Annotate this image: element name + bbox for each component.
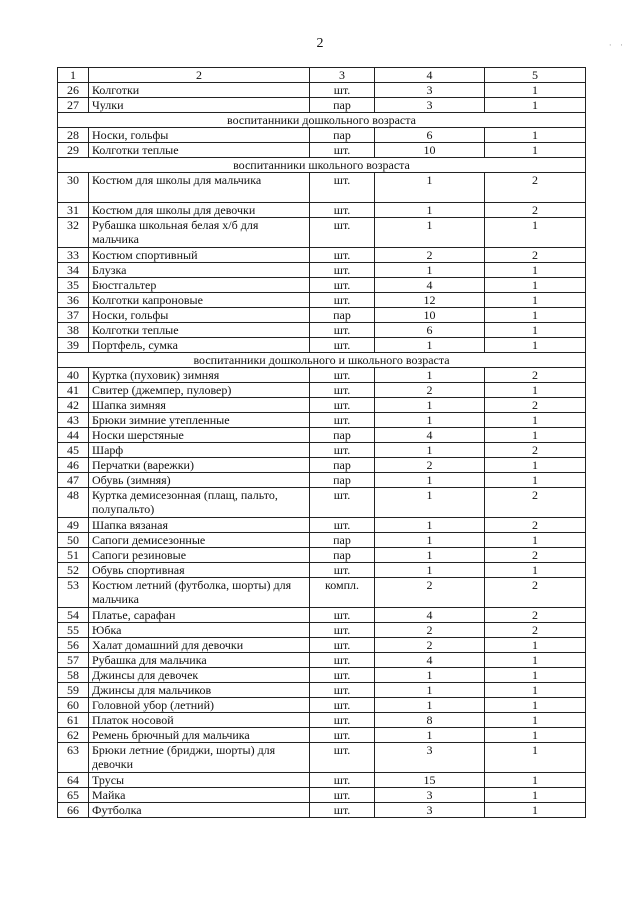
header-cell: 1: [58, 68, 89, 83]
table-row: [58, 398, 586, 413]
item-unit: шт.: [310, 278, 375, 293]
section-title: воспитанники школьного возраста: [58, 158, 586, 173]
item-wear-period: 1: [485, 563, 586, 578]
item-name: Обувь (зимняя): [89, 473, 310, 488]
item-number: 52: [58, 563, 89, 578]
item-quantity: 1: [375, 728, 485, 743]
item-number: 58: [58, 668, 89, 683]
table-row: [58, 518, 586, 533]
table-row: [58, 608, 586, 623]
item-unit: шт.: [310, 623, 375, 638]
table-row: [58, 458, 586, 473]
item-wear-period: 2: [485, 548, 586, 563]
item-unit: шт.: [310, 653, 375, 668]
item-unit: пар: [310, 533, 375, 548]
item-quantity: 4: [375, 608, 485, 623]
corner-marks: · ·: [608, 40, 626, 50]
item-unit: шт.: [310, 608, 375, 623]
header-cell: 5: [485, 68, 586, 83]
item-unit: шт.: [310, 83, 375, 98]
item-quantity: 1: [375, 218, 485, 248]
item-unit: шт.: [310, 698, 375, 713]
item-unit: шт.: [310, 728, 375, 743]
item-quantity: 1: [375, 668, 485, 683]
item-quantity: 1: [375, 263, 485, 278]
item-name: Рубашка для мальчика: [89, 653, 310, 668]
table-row: [58, 563, 586, 578]
item-wear-period: 2: [485, 443, 586, 458]
item-name: Колготки капроновые: [89, 293, 310, 308]
item-name: Костюм для школы для мальчика: [89, 173, 310, 203]
item-number: 45: [58, 443, 89, 458]
item-name: Портфель, сумка: [89, 338, 310, 353]
table-row: [58, 728, 586, 743]
item-unit: шт.: [310, 488, 375, 518]
item-number: 65: [58, 788, 89, 803]
item-unit: шт.: [310, 683, 375, 698]
header-cell: 3: [310, 68, 375, 83]
item-quantity: 3: [375, 743, 485, 773]
table-row: [58, 473, 586, 488]
item-quantity: 1: [375, 488, 485, 518]
item-unit: шт.: [310, 338, 375, 353]
item-name: Юбка: [89, 623, 310, 638]
table-row: [58, 293, 586, 308]
item-quantity: 1: [375, 398, 485, 413]
item-number: 40: [58, 368, 89, 383]
item-wear-period: 1: [485, 743, 586, 773]
item-quantity: 1: [375, 473, 485, 488]
item-number: 33: [58, 248, 89, 263]
item-number: 37: [58, 308, 89, 323]
table-row: [58, 83, 586, 98]
item-number: 55: [58, 623, 89, 638]
item-unit: пар: [310, 458, 375, 473]
item-number: 46: [58, 458, 89, 473]
item-quantity: 1: [375, 443, 485, 458]
item-name: Сапоги демисезонные: [89, 533, 310, 548]
item-quantity: 1: [375, 533, 485, 548]
item-name: Перчатки (варежки): [89, 458, 310, 473]
item-name: Блузка: [89, 263, 310, 278]
item-number: 56: [58, 638, 89, 653]
item-quantity: 2: [375, 578, 485, 608]
item-quantity: 4: [375, 428, 485, 443]
item-name: Костюм спортивный: [89, 248, 310, 263]
item-number: 32: [58, 218, 89, 248]
item-unit: шт.: [310, 743, 375, 773]
item-quantity: 1: [375, 173, 485, 203]
page-number: 2: [316, 36, 324, 51]
item-unit: шт.: [310, 518, 375, 533]
item-unit: шт.: [310, 203, 375, 218]
item-quantity: 2: [375, 623, 485, 638]
item-unit: шт.: [310, 638, 375, 653]
item-wear-period: 1: [485, 653, 586, 668]
item-wear-period: 1: [485, 128, 586, 143]
item-quantity: 1: [375, 368, 485, 383]
item-number: 66: [58, 803, 89, 818]
item-unit: шт.: [310, 173, 375, 203]
section-header-row: [58, 353, 586, 368]
table-row: [58, 623, 586, 638]
item-quantity: 10: [375, 143, 485, 158]
item-unit: шт.: [310, 263, 375, 278]
item-wear-period: 2: [485, 578, 586, 608]
item-number: 29: [58, 143, 89, 158]
header-cell: 4: [375, 68, 485, 83]
item-unit: шт.: [310, 668, 375, 683]
table-row: [58, 713, 586, 728]
item-quantity: 3: [375, 803, 485, 818]
item-wear-period: 2: [485, 368, 586, 383]
item-number: 62: [58, 728, 89, 743]
item-number: 61: [58, 713, 89, 728]
item-quantity: 1: [375, 548, 485, 563]
item-quantity: 1: [375, 338, 485, 353]
item-wear-period: 1: [485, 683, 586, 698]
table-row: [58, 428, 586, 443]
item-name: Носки, гольфы: [89, 128, 310, 143]
item-quantity: 1: [375, 563, 485, 578]
table-row: [58, 143, 586, 158]
item-wear-period: 1: [485, 533, 586, 548]
item-quantity: 2: [375, 638, 485, 653]
item-unit: шт.: [310, 398, 375, 413]
table-body: [58, 68, 586, 818]
table-row: [58, 203, 586, 218]
item-unit: пар: [310, 428, 375, 443]
item-number: 48: [58, 488, 89, 518]
item-number: 51: [58, 548, 89, 563]
item-name: Свитер (джемпер, пуловер): [89, 383, 310, 398]
item-name: Обувь спортивная: [89, 563, 310, 578]
item-number: 59: [58, 683, 89, 698]
item-unit: шт.: [310, 368, 375, 383]
header-cell: 2: [89, 68, 310, 83]
item-wear-period: 2: [485, 203, 586, 218]
item-unit: пар: [310, 308, 375, 323]
section-title: воспитанники дошкольного и школьного возраста: [58, 353, 586, 368]
item-unit: шт.: [310, 248, 375, 263]
item-quantity: 2: [375, 248, 485, 263]
table-row: [58, 368, 586, 383]
table-row: [58, 683, 586, 698]
item-wear-period: 2: [485, 248, 586, 263]
item-quantity: 12: [375, 293, 485, 308]
item-name: Ремень брючный для мальчика: [89, 728, 310, 743]
item-quantity: 1: [375, 413, 485, 428]
item-wear-period: 1: [485, 638, 586, 653]
item-wear-period: 1: [485, 668, 586, 683]
item-unit: компл.: [310, 578, 375, 608]
item-number: 43: [58, 413, 89, 428]
item-quantity: 1: [375, 518, 485, 533]
item-quantity: 3: [375, 788, 485, 803]
item-name: Головной убор (летний): [89, 698, 310, 713]
item-name: Трусы: [89, 773, 310, 788]
item-unit: шт.: [310, 143, 375, 158]
item-wear-period: 1: [485, 278, 586, 293]
table-row: [58, 323, 586, 338]
table-row: [58, 173, 586, 203]
item-wear-period: 1: [485, 383, 586, 398]
item-wear-period: 1: [485, 218, 586, 248]
item-name: Халат домашний для девочки: [89, 638, 310, 653]
item-number: 36: [58, 293, 89, 308]
item-name: Колготки теплые: [89, 143, 310, 158]
item-number: 27: [58, 98, 89, 113]
item-wear-period: 1: [485, 263, 586, 278]
table-row: [58, 668, 586, 683]
item-name: Футболка: [89, 803, 310, 818]
table-row: [58, 533, 586, 548]
item-wear-period: 1: [485, 428, 586, 443]
item-name: Брюки летние (бриджи, шорты) для девочки: [89, 743, 310, 773]
item-name: Платье, сарафан: [89, 608, 310, 623]
item-unit: пар: [310, 98, 375, 113]
item-unit: шт.: [310, 323, 375, 338]
item-name: Брюки зимние утепленные: [89, 413, 310, 428]
item-name: Шарф: [89, 443, 310, 458]
item-wear-period: 1: [485, 338, 586, 353]
item-quantity: 6: [375, 323, 485, 338]
item-number: 28: [58, 128, 89, 143]
table-row: [58, 278, 586, 293]
item-number: 44: [58, 428, 89, 443]
item-number: 50: [58, 533, 89, 548]
item-wear-period: 1: [485, 788, 586, 803]
item-name: Колготки: [89, 83, 310, 98]
item-name: Куртка демисезонная (плащ, пальто, полупальто): [89, 488, 310, 518]
table-row: [58, 803, 586, 818]
table-row: [58, 248, 586, 263]
item-name: Рубашка школьная белая х/б для мальчика: [89, 218, 310, 248]
item-unit: шт.: [310, 413, 375, 428]
section-header-row: [58, 158, 586, 173]
item-number: 63: [58, 743, 89, 773]
item-quantity: 1: [375, 698, 485, 713]
item-unit: шт.: [310, 563, 375, 578]
item-name: Костюм для школы для девочки: [89, 203, 310, 218]
table-row: [58, 263, 586, 278]
item-wear-period: 1: [485, 713, 586, 728]
table-row: [58, 638, 586, 653]
item-name: Чулки: [89, 98, 310, 113]
section-title: воспитанники дошкольного возраста: [58, 113, 586, 128]
item-wear-period: 1: [485, 293, 586, 308]
table-row: [58, 98, 586, 113]
table-row: [58, 443, 586, 458]
table-row: [58, 308, 586, 323]
item-unit: пар: [310, 548, 375, 563]
item-name: Майка: [89, 788, 310, 803]
item-number: 26: [58, 83, 89, 98]
item-name: Платок носовой: [89, 713, 310, 728]
item-wear-period: 1: [485, 323, 586, 338]
item-name: Носки, гольфы: [89, 308, 310, 323]
item-name: Носки шерстяные: [89, 428, 310, 443]
item-number: 38: [58, 323, 89, 338]
item-wear-period: 1: [485, 98, 586, 113]
table-row: [58, 128, 586, 143]
column-number-row: [58, 68, 586, 83]
item-number: 41: [58, 383, 89, 398]
item-quantity: 1: [375, 203, 485, 218]
table-row: [58, 488, 586, 518]
item-unit: шт.: [310, 293, 375, 308]
table-row: [58, 698, 586, 713]
item-number: 39: [58, 338, 89, 353]
item-wear-period: 2: [485, 173, 586, 203]
item-unit: шт.: [310, 443, 375, 458]
item-wear-period: 2: [485, 623, 586, 638]
table-row: [58, 413, 586, 428]
table-row: [58, 788, 586, 803]
item-wear-period: 1: [485, 308, 586, 323]
item-wear-period: 1: [485, 698, 586, 713]
item-wear-period: 1: [485, 413, 586, 428]
item-quantity: 2: [375, 458, 485, 473]
item-number: 30: [58, 173, 89, 203]
item-number: 64: [58, 773, 89, 788]
item-name: Костюм летний (футболка, шорты) для мальчика: [89, 578, 310, 608]
item-name: Куртка (пуховик) зимняя: [89, 368, 310, 383]
table-row: [58, 743, 586, 773]
item-wear-period: 2: [485, 518, 586, 533]
item-unit: шт.: [310, 218, 375, 248]
item-quantity: 4: [375, 278, 485, 293]
item-number: 57: [58, 653, 89, 668]
item-wear-period: 1: [485, 143, 586, 158]
item-number: 60: [58, 698, 89, 713]
clothing-norms-table: [57, 67, 586, 818]
table-row: [58, 218, 586, 248]
item-number: 49: [58, 518, 89, 533]
table-row: [58, 773, 586, 788]
item-unit: шт.: [310, 803, 375, 818]
item-number: 31: [58, 203, 89, 218]
item-quantity: 3: [375, 83, 485, 98]
item-wear-period: 1: [485, 773, 586, 788]
item-quantity: 6: [375, 128, 485, 143]
item-name: Сапоги резиновые: [89, 548, 310, 563]
item-name: Шапка зимняя: [89, 398, 310, 413]
item-wear-period: 1: [485, 458, 586, 473]
item-unit: шт.: [310, 383, 375, 398]
item-number: 53: [58, 578, 89, 608]
item-name: Бюстгальтер: [89, 278, 310, 293]
item-quantity: 2: [375, 383, 485, 398]
item-quantity: 10: [375, 308, 485, 323]
item-quantity: 3: [375, 98, 485, 113]
item-unit: шт.: [310, 713, 375, 728]
item-wear-period: 2: [485, 608, 586, 623]
table-row: [58, 383, 586, 398]
item-name: Шапка вязаная: [89, 518, 310, 533]
item-wear-period: 1: [485, 728, 586, 743]
item-unit: пар: [310, 473, 375, 488]
item-wear-period: 1: [485, 83, 586, 98]
item-number: 47: [58, 473, 89, 488]
item-wear-period: 1: [485, 803, 586, 818]
item-unit: шт.: [310, 773, 375, 788]
item-quantity: 4: [375, 653, 485, 668]
table-row: [58, 578, 586, 608]
item-name: Колготки теплые: [89, 323, 310, 338]
item-unit: пар: [310, 128, 375, 143]
item-quantity: 15: [375, 773, 485, 788]
item-name: Джинсы для девочек: [89, 668, 310, 683]
item-wear-period: 2: [485, 488, 586, 518]
item-unit: шт.: [310, 788, 375, 803]
item-wear-period: 2: [485, 398, 586, 413]
item-number: 54: [58, 608, 89, 623]
item-wear-period: 1: [485, 473, 586, 488]
table-row: [58, 653, 586, 668]
item-name: Джинсы для мальчиков: [89, 683, 310, 698]
item-quantity: 1: [375, 683, 485, 698]
item-number: 34: [58, 263, 89, 278]
item-number: 35: [58, 278, 89, 293]
section-header-row: [58, 113, 586, 128]
item-number: 42: [58, 398, 89, 413]
item-quantity: 8: [375, 713, 485, 728]
table-row: [58, 338, 586, 353]
table-row: [58, 548, 586, 563]
